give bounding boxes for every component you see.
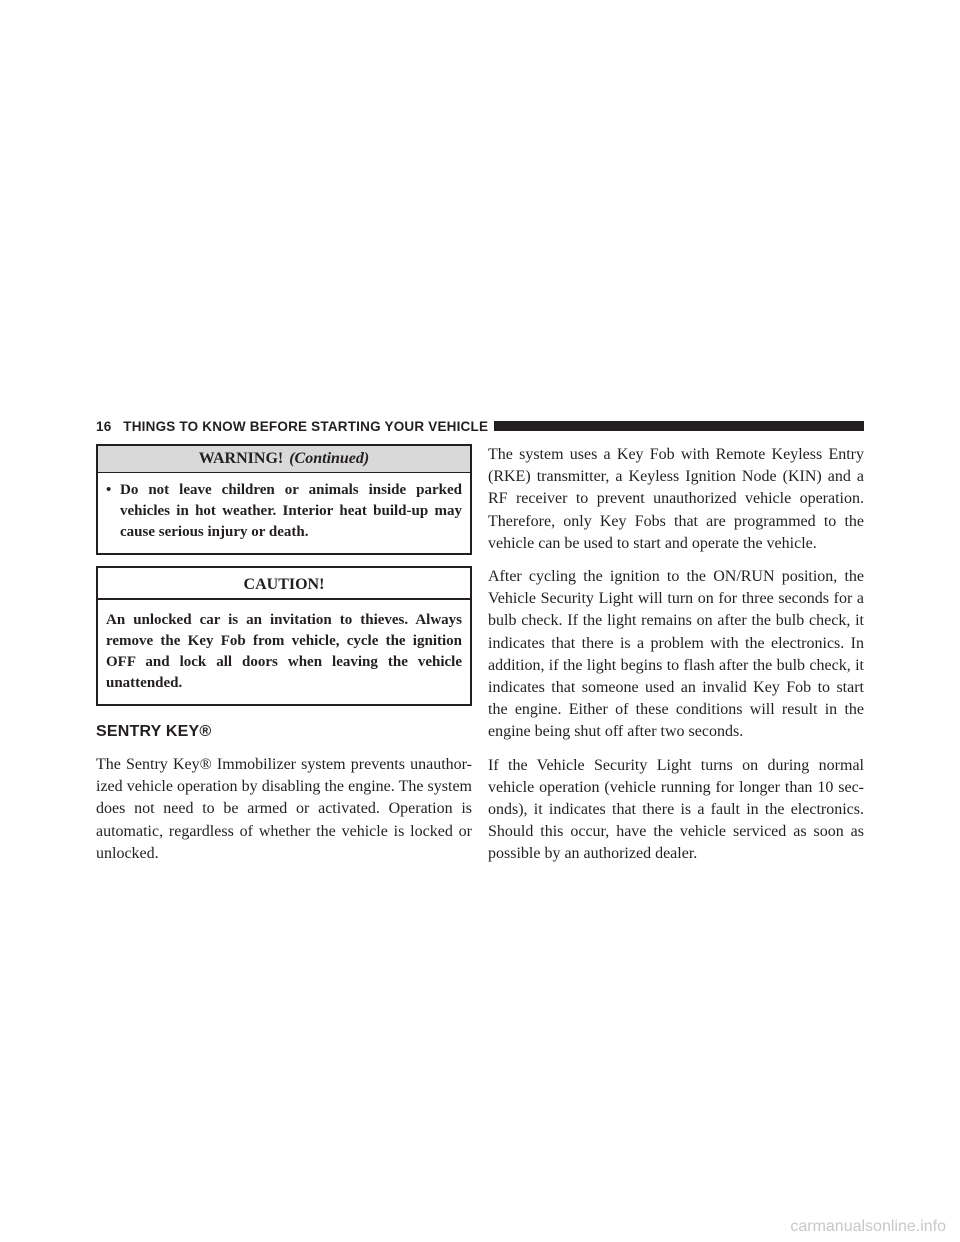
caution-box-title: CAUTION! bbox=[98, 568, 470, 600]
warning-bullet-text: Do not leave children or animals inside parked vehicles in hot weather. Interior heat build-up may cause serious injury or death. bbox=[120, 482, 462, 540]
right-column bbox=[488, 444, 864, 866]
warning-continued-label: (Continued) bbox=[289, 450, 370, 467]
caution-box-text: An unlocked car is an invitation to thieves. Always remove the Key Fob from vehicle, cycle the ignition OFF and lock all doors when leaving the vehicle unattended. bbox=[106, 612, 462, 691]
sentry-key-paragraph: The Sentry Key® Immobilizer system prevents unauthor-ized vehicle operation by disabling the engine. The system does not need to be armed or activated. Operation is automatic, regardless of whether the vehicle is locked or unlocked. bbox=[96, 756, 472, 862]
bullet-icon: • bbox=[106, 482, 112, 498]
right-paragraph-2: After cycling the ignition to the ON/RUN position, the Vehicle Security Light will turn on for three seconds for a bulb check. If the light remains on after the bulb check, it indicates that there is a problem with the electronics. In addition, if the light begins to flash after the bulb check, it indicates that someone used an invalid Key Fob to start the engine. Either of these conditions will result in the engine being shut off after two seconds. bbox=[488, 568, 864, 741]
warning-box-title bbox=[98, 446, 470, 473]
left-column bbox=[96, 444, 472, 865]
page-number-and-title bbox=[96, 419, 488, 434]
warning-box bbox=[96, 444, 472, 555]
page-header bbox=[96, 417, 864, 435]
watermark-text: carmanualsonline.info bbox=[790, 1218, 946, 1235]
right-paragraph-3: If the Vehicle Security Light turns on during normal vehicle operation (vehicle running for longer than 10 sec-onds), it indicates that there is a fault in the electronics. Should this occur, have the vehicle serviced as soon as possible by an authorized dealer. bbox=[488, 756, 864, 863]
chapter-title: THINGS TO KNOW BEFORE STARTING YOUR VEHICLE bbox=[123, 418, 489, 434]
page-number: 16 bbox=[96, 418, 112, 434]
warning-label: WARNING! bbox=[198, 450, 284, 467]
warning-box-body bbox=[98, 473, 470, 553]
right-paragraph-1: The system uses a Key Fob with Remote Keyless Entry (RKE) transmitter, a Keyless Ignition Node (KIN) and a RF receiver to prevent unauthorized vehicle operation. Therefore, only Key Fobs that are programmed to the vehicle can be used to start and operate the vehicle. bbox=[488, 446, 864, 552]
warning-bullet-item bbox=[98, 473, 470, 553]
caution-box bbox=[96, 566, 472, 706]
sentry-key-heading: SENTRY KEY® bbox=[96, 723, 212, 740]
header-rule-bar bbox=[494, 421, 864, 431]
